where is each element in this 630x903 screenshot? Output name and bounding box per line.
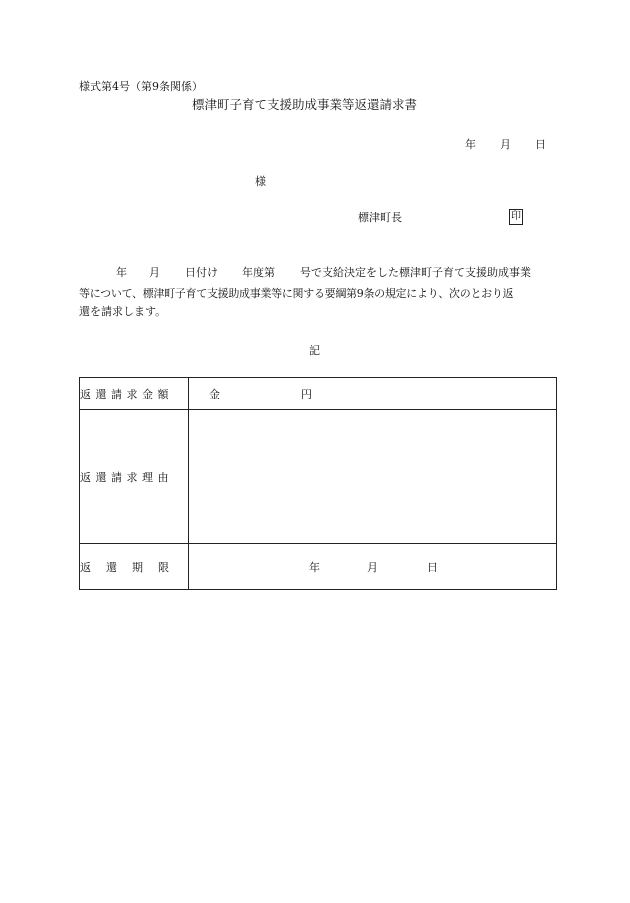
body-fiscal-year: 年度第 <box>242 266 275 279</box>
recipient-suffix: 様 <box>255 175 266 188</box>
amount-unit: 円 <box>301 388 312 401</box>
deadline-month: 月 <box>367 561 378 574</box>
deadline-day: 日 <box>427 561 438 574</box>
amount-label-cell <box>80 378 189 410</box>
deadline-row <box>80 544 557 590</box>
date-month: 月 <box>500 138 511 151</box>
body-line2: 等について、標津町子育て支援助成事業等に関する要綱第9条の規定により、次のとおり返 <box>79 287 514 300</box>
request-table <box>79 377 557 590</box>
reason-value-cell[interactable] <box>189 410 557 544</box>
deadline-year: 年 <box>309 561 320 574</box>
amount-label: 返還請求金額 <box>80 387 173 401</box>
seal-mark: 印 <box>509 209 523 225</box>
date-day: 日 <box>535 138 546 151</box>
issuer-name: 標津町長 <box>358 211 402 224</box>
body-month: 月 <box>149 266 160 279</box>
document-title: 標津町子育て支援助成事業等返還請求書 <box>192 97 418 112</box>
body-line1-rest: 号で支給決定をした標津町子育て支援助成事業 <box>300 266 531 279</box>
amount-value-cell[interactable] <box>189 378 557 410</box>
deadline-label-cell <box>80 544 189 590</box>
reason-label: 返還請求理由 <box>80 470 173 484</box>
deadline-label: 返還期限 <box>80 560 184 574</box>
reason-row <box>80 410 557 544</box>
ki-heading: 記 <box>309 344 320 357</box>
amount-row <box>80 378 557 410</box>
amount-prefix: 金 <box>209 388 220 401</box>
deadline-value-cell[interactable] <box>189 544 557 590</box>
body-line3: 還を請求します。 <box>79 305 167 318</box>
form-number: 様式第4号（第9条関係） <box>79 80 203 93</box>
body-year: 年 <box>116 266 127 279</box>
reason-label-cell <box>80 410 189 544</box>
date-year: 年 <box>465 138 476 151</box>
body-day-dated: 日付け <box>185 266 218 279</box>
